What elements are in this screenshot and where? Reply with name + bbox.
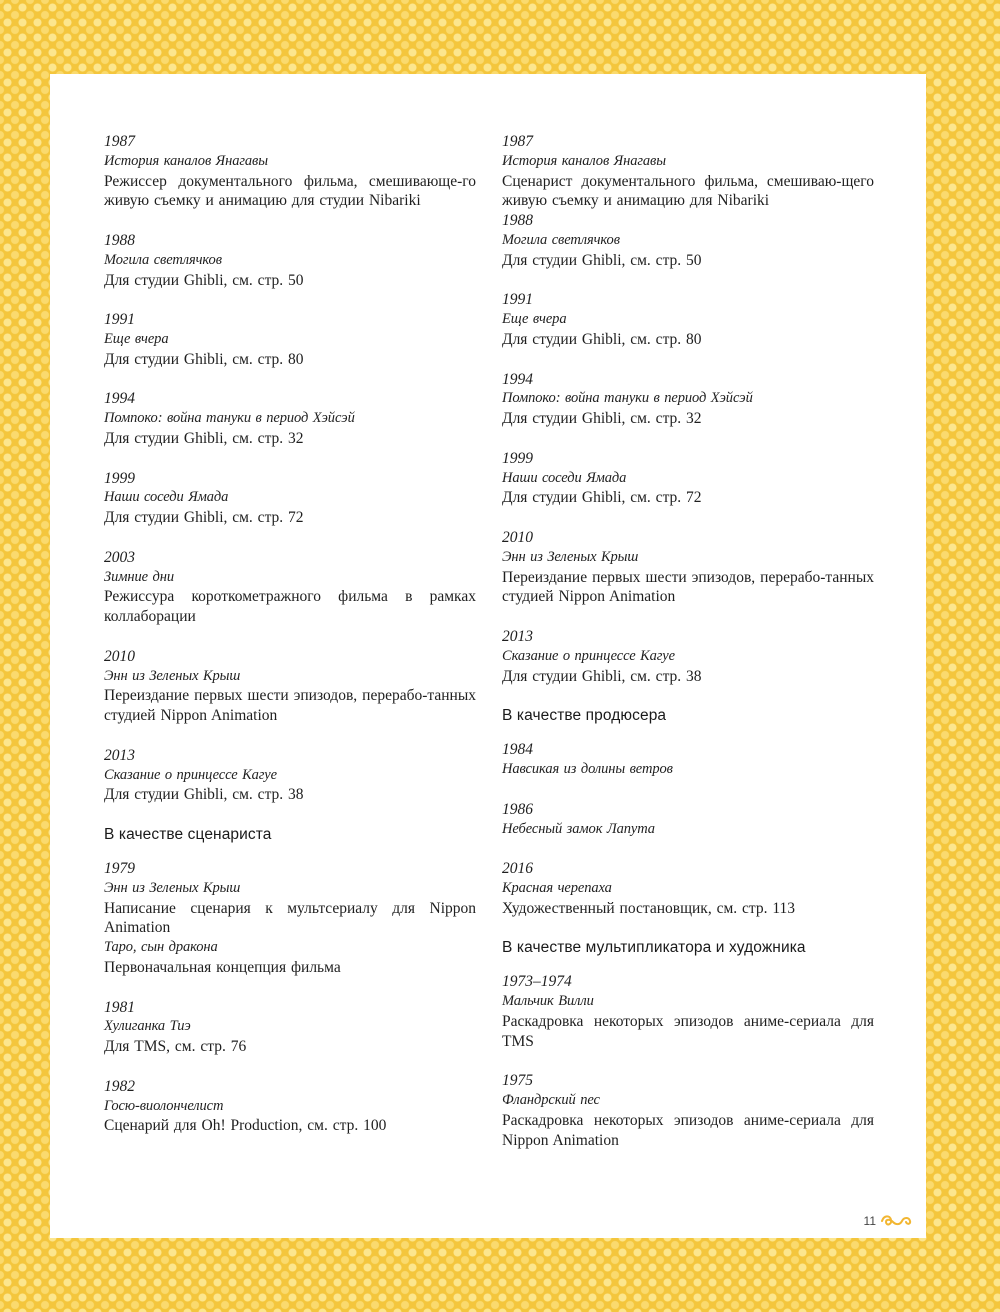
entry-year: 1975 xyxy=(502,1072,533,1090)
entry-description: Сценарист документального фильма, смешиваю-щего живую съемку и анимацию для Nibariki xyxy=(502,172,874,210)
entry-description: Раскадровка некоторых эпизодов аниме-сериала для Nippon Animation xyxy=(502,1112,874,1149)
filmography-entry xyxy=(104,231,476,290)
entry-title: Наши соседи Ямада xyxy=(502,469,627,486)
entry-year: 1982 xyxy=(104,1077,135,1095)
entry-title: Таро, сын дракона xyxy=(104,939,218,956)
entry-description: Режиссер документального фильма, смешивающе-го живую съемку и анимацию для студии Nibariki xyxy=(104,172,476,210)
filmography-entry xyxy=(502,370,874,429)
entry-description: Для студии Ghibli, см. стр. 72 xyxy=(104,509,304,527)
filmography-entry xyxy=(502,740,874,780)
filmography-entry xyxy=(104,859,476,978)
entry-title: Навсикая из долины ветров xyxy=(502,761,673,778)
filmography-entry xyxy=(502,627,874,686)
filmography-entry xyxy=(502,211,874,270)
entry-description: Написание сценария к мультсериалу для Nippon Animation xyxy=(104,899,476,937)
filmography-entry xyxy=(502,1071,874,1150)
section-heading: В качестве мультипликатора и художника xyxy=(502,939,806,957)
entry-description: Первоначальная концепция фильма xyxy=(104,959,341,977)
entry-year: 2013 xyxy=(502,627,533,645)
section-heading: В качестве продюсера xyxy=(502,707,667,725)
page-footer xyxy=(864,1214,914,1228)
page-sheet xyxy=(50,74,926,1238)
entry-description: Для студии Ghibli, см. стр. 80 xyxy=(104,350,304,368)
page-number: 11 xyxy=(863,1214,876,1228)
entry-description: Переиздание первых шести эпизодов, перерабо-танных студией Nippon Animation xyxy=(104,687,476,725)
filmography-entry xyxy=(502,132,874,211)
entry-description: Для студии Ghibli, см. стр. 50 xyxy=(104,271,304,289)
entry-description: Для TMS, см. стр. 76 xyxy=(104,1038,247,1056)
filmography-entry xyxy=(502,800,874,840)
entry-year: 1991 xyxy=(104,311,135,329)
entry-year: 1986 xyxy=(502,800,533,818)
entry-year: 1988 xyxy=(502,212,533,230)
entry-year: 1979 xyxy=(104,860,135,878)
entry-year: 1994 xyxy=(104,390,135,408)
entry-title: Могила светлячков xyxy=(502,231,620,248)
entry-title: Наши соседи Ямада xyxy=(104,489,229,506)
filmography-entry xyxy=(502,290,874,349)
filmography-entry xyxy=(104,548,476,627)
entry-title: Сказание о принцессе Кагуе xyxy=(502,647,675,664)
filmography-entry xyxy=(502,528,874,607)
entry-year: 2013 xyxy=(104,746,135,764)
entry-description: Сценарий для Oh! Production, см. стр. 100 xyxy=(104,1117,387,1135)
entry-title: Энн из Зеленых Крыш xyxy=(104,667,241,684)
entry-title: Зимние дни xyxy=(104,568,174,585)
entry-year: 1999 xyxy=(502,449,533,467)
entry-year: 1988 xyxy=(104,231,135,249)
entry-year: 1999 xyxy=(104,469,135,487)
entry-year: 2016 xyxy=(502,860,533,878)
entry-year: 1984 xyxy=(502,741,533,759)
entry-title: Сказание о принцессе Кагуе xyxy=(104,766,277,783)
swirl-ornament-icon xyxy=(880,1214,914,1228)
entry-year: 1987 xyxy=(502,133,533,150)
entry-description: Для студии Ghibli, см. стр. 32 xyxy=(104,429,304,447)
entry-title: Помпоко: война тануки в период Хэйсэй xyxy=(502,390,753,407)
entry-description: Для студии Ghibli, см. стр. 72 xyxy=(502,489,702,507)
entry-title: Еще вчера xyxy=(502,311,567,328)
right-column xyxy=(502,132,874,1170)
entry-year: 1994 xyxy=(502,370,533,388)
entry-description: Для студии Ghibli, см. стр. 38 xyxy=(104,786,304,804)
filmography-entry xyxy=(502,972,874,1051)
entry-title: Фландрский пес xyxy=(502,1092,600,1109)
entry-description: Художественный постановщик, см. стр. 113 xyxy=(502,899,796,917)
entry-year: 1991 xyxy=(502,291,533,309)
filmography-entry xyxy=(104,469,476,528)
entry-year: 1973–1974 xyxy=(502,973,572,991)
entry-title: Госю-виолончелист xyxy=(104,1097,224,1114)
entry-year: 2010 xyxy=(104,647,135,665)
filmography-entry xyxy=(104,132,476,211)
entry-title: Небесный замок Лапута xyxy=(502,820,655,837)
entry-title: Энн из Зеленых Крыш xyxy=(104,879,241,896)
entry-description: Для студии Ghibli, см. стр. 50 xyxy=(502,251,702,269)
filmography-entry xyxy=(502,859,874,918)
entry-year: 1981 xyxy=(104,998,135,1016)
entry-title: Мальчик Вилли xyxy=(502,993,594,1010)
filmography-entry xyxy=(104,310,476,369)
entry-description: Режиссура короткометражного фильма в рамках коллаборации xyxy=(104,588,476,626)
entry-description: Раскадровка некоторых эпизодов аниме-сериала для TMS xyxy=(502,1013,874,1050)
entry-title: История каналов Янагавы xyxy=(104,152,268,169)
entry-title: История каналов Янагавы xyxy=(502,152,666,169)
entry-description: Для студии Ghibli, см. стр. 80 xyxy=(502,330,702,348)
entry-year: 1987 xyxy=(104,133,135,150)
filmography-entry xyxy=(104,389,476,448)
entry-title: Могила светлячков xyxy=(104,251,222,268)
entry-title: Еще вчера xyxy=(104,330,169,347)
filmography-entry xyxy=(104,647,476,726)
section-heading: В качестве сценариста xyxy=(104,826,272,844)
entry-year: 2010 xyxy=(502,528,533,546)
entry-title: Красная черепаха xyxy=(502,879,612,896)
entry-description: Для студии Ghibli, см. стр. 38 xyxy=(502,667,702,685)
entry-year: 2003 xyxy=(104,548,135,566)
filmography-entry xyxy=(502,449,874,508)
entry-title: Помпоко: война тануки в период Хэйсэй xyxy=(104,410,355,427)
filmography-entry xyxy=(104,998,476,1057)
entry-title: Энн из Зеленых Крыш xyxy=(502,548,639,565)
left-column xyxy=(104,132,476,1156)
filmography-entry xyxy=(104,746,476,805)
entry-description: Переиздание первых шести эпизодов, перерабо-танных студией Nippon Animation xyxy=(502,568,874,606)
entry-title: Хулиганка Тиэ xyxy=(104,1018,191,1035)
filmography-entry xyxy=(104,1077,476,1136)
entry-description: Для студии Ghibli, см. стр. 32 xyxy=(502,410,702,428)
